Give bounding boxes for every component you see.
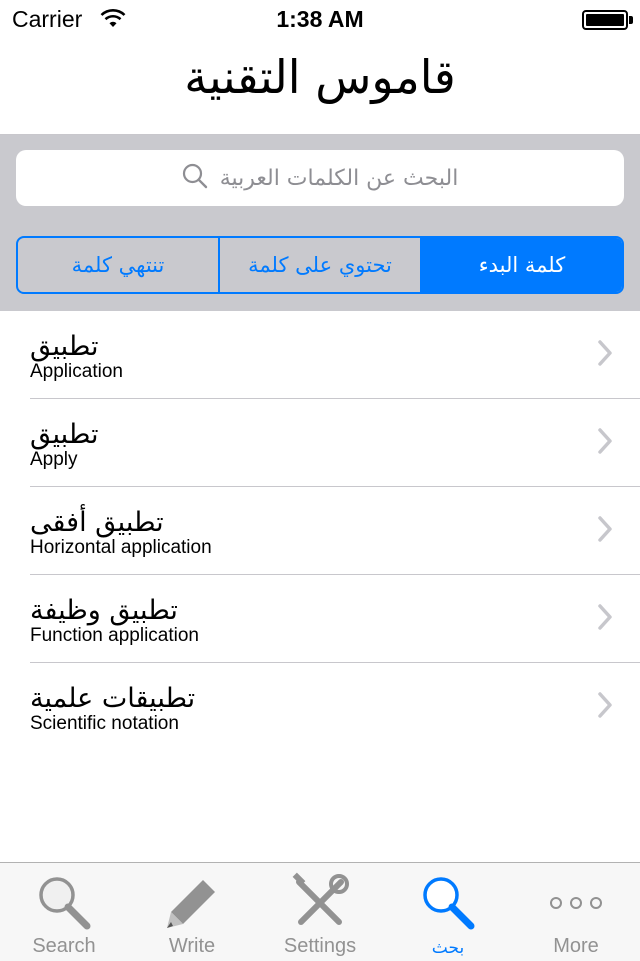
page-title: قاموس التقنية bbox=[184, 50, 456, 104]
chevron-right-icon bbox=[598, 340, 612, 370]
tab-label: بحث bbox=[431, 938, 465, 958]
list-item[interactable] bbox=[30, 663, 640, 751]
english-term: Apply bbox=[30, 449, 78, 470]
tab-write[interactable] bbox=[128, 863, 256, 961]
tools-icon bbox=[256, 873, 384, 933]
battery-icon bbox=[582, 10, 628, 30]
navigation-bar bbox=[0, 40, 640, 135]
pencil-icon bbox=[128, 873, 256, 933]
arabic-term: تطبيق bbox=[30, 419, 99, 450]
list-item[interactable] bbox=[30, 487, 640, 575]
magnifier-icon bbox=[0, 873, 128, 933]
search-input[interactable] bbox=[16, 150, 624, 206]
search-placeholder: البحث عن الكلمات العربية bbox=[219, 165, 459, 191]
arabic-term: تطبيق أفقى bbox=[30, 507, 164, 538]
tab-bar bbox=[0, 862, 640, 961]
search-mode-segmented-control bbox=[16, 236, 624, 294]
tab-more[interactable] bbox=[512, 863, 640, 961]
chevron-right-icon bbox=[598, 692, 612, 722]
tab-search-arabic[interactable] bbox=[384, 863, 512, 961]
english-term: Horizontal application bbox=[30, 537, 212, 558]
english-term: Function application bbox=[30, 625, 199, 646]
search-area bbox=[0, 135, 640, 311]
english-term: Application bbox=[30, 361, 123, 382]
more-dots-icon bbox=[512, 873, 640, 933]
segment-starts-with[interactable]: كلمة البدء bbox=[420, 238, 622, 292]
arabic-term: تطبيق bbox=[30, 331, 99, 362]
search-icon bbox=[182, 163, 208, 193]
chevron-right-icon bbox=[598, 604, 612, 634]
chevron-right-icon bbox=[598, 516, 612, 546]
segment-contains[interactable]: تحتوي على كلمة bbox=[218, 238, 420, 292]
results-list bbox=[0, 311, 640, 751]
chevron-right-icon bbox=[598, 428, 612, 458]
arabic-term: تطبيق وظيفة bbox=[30, 595, 178, 626]
tab-search[interactable] bbox=[0, 863, 128, 961]
segment-ends-with[interactable]: تنتهي كلمة bbox=[71, 253, 165, 277]
tab-label: Write bbox=[168, 935, 216, 957]
list-item[interactable] bbox=[30, 311, 640, 399]
tab-label: More bbox=[553, 935, 599, 957]
english-term: Scientific notation bbox=[30, 713, 179, 734]
list-item[interactable] bbox=[30, 399, 640, 487]
tab-label: Search bbox=[32, 935, 96, 957]
battery-tip bbox=[629, 16, 633, 24]
list-item[interactable] bbox=[30, 575, 640, 663]
status-bar bbox=[0, 0, 640, 40]
tab-settings[interactable] bbox=[256, 863, 384, 961]
arabic-term: تطبيقات علمية bbox=[30, 683, 196, 714]
status-time: 1:38 AM bbox=[276, 6, 364, 32]
carrier-label: Carrier bbox=[12, 6, 83, 32]
tab-label: Settings bbox=[283, 935, 357, 957]
magnifier-icon bbox=[384, 873, 512, 933]
